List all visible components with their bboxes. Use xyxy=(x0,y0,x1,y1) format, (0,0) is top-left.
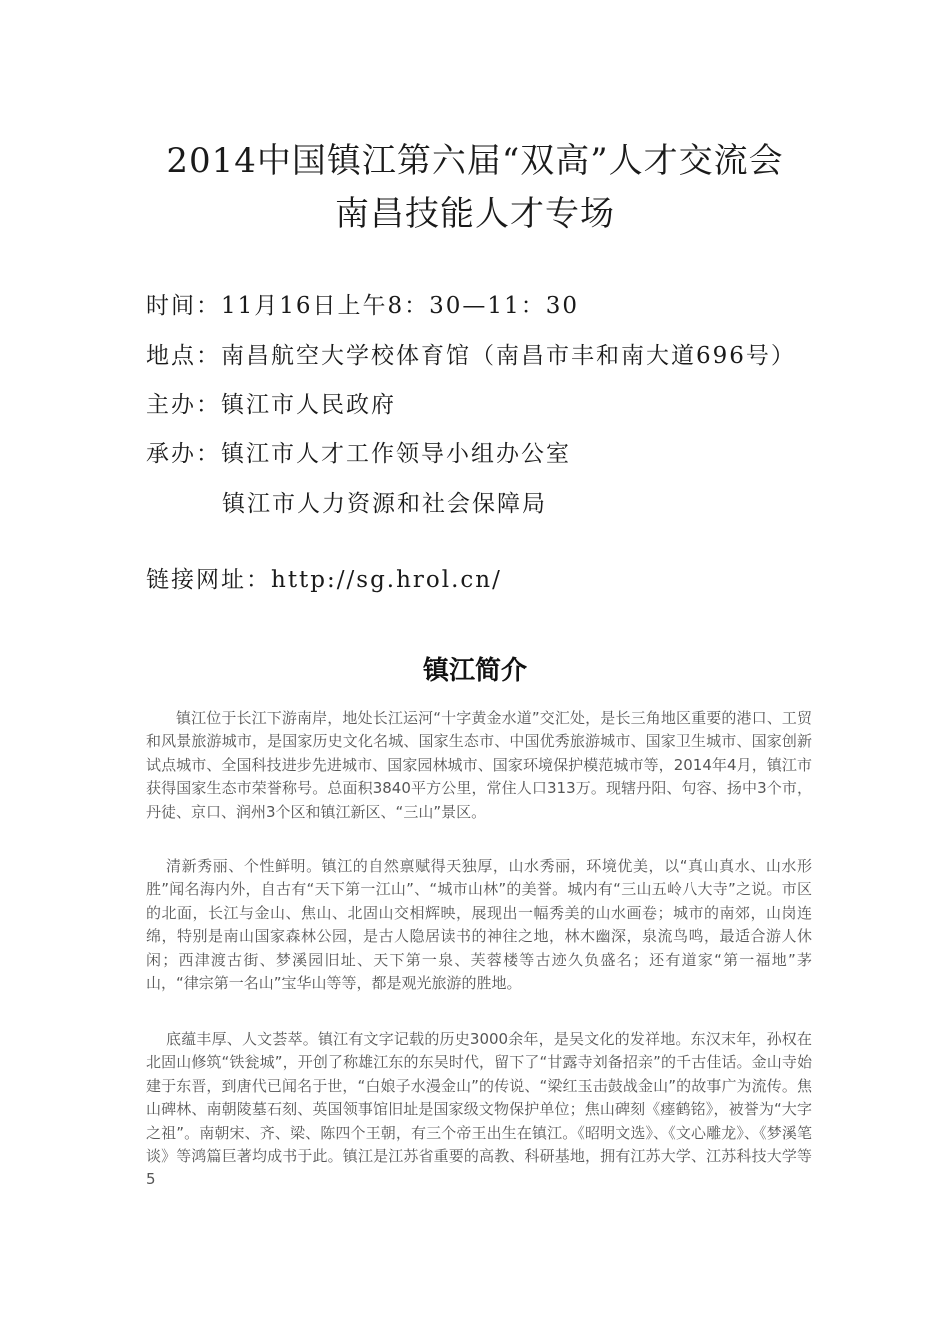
event-place xyxy=(146,337,796,370)
page-title: 2014中国镇江第六届“双高”人才交流会 xyxy=(166,141,784,181)
event-link xyxy=(146,561,502,594)
link-url[interactable]: http://sg.hrol.cn/ xyxy=(271,567,502,593)
organizer-label: 承办： xyxy=(146,441,221,467)
paragraph-text: 镇江位于长江下游南岸，地处长江运河“十字黄金水道”交汇处，是长三角地区重要的港口、工贸和风景旅游城市，是国家历史文化名城、国家生态市、中国优秀旅游城市、国家卫生城市、国家创新试点城市、全国科技进步先进城市、国家园林城市、国家环境保护模范城市等，2014年4月，镇江市获得国家生态市荣誉称号。总面积3840平方公里，常住人口313万。现辖丹阳、句容、扬中3个市，丹徒、京口、润州3个区和镇江新区、“三山”景区。 xyxy=(146,709,812,821)
place-label: 地点： xyxy=(146,343,221,369)
event-time xyxy=(146,287,579,320)
event-organizer-2 xyxy=(222,485,547,518)
event-host xyxy=(146,386,396,419)
intro-paragraph-1 xyxy=(146,707,812,824)
paragraph-text: 清新秀丽、个性鲜明。镇江的自然禀赋得天独厚，山水秀丽，环境优美，以“真山真水、山水形胜”闻名海内外，自古有“天下第一江山”、“城市山林”的美誉。城内有“三山五岭八大寺”之说。市区的北面，长江与金山、焦山、北固山交相辉映，展现出一幅秀美的山水画卷；城市的南郊，山岗连绵，特别是南山国家森林公园，是古人隐居读书的神往之地，林木幽深，泉流鸟鸣，最适合游人休闲；西津渡古街、梦溪园旧址、天下第一泉、芙蓉楼等古迹久负盛名；还有道家“第一福地”茅山，“律宗第一名山”宝华山等等，都是观光旅游的胜地。 xyxy=(146,857,812,993)
time-label: 时间： xyxy=(146,293,221,319)
organizer-value-1: 镇江市人才工作领导小组办公室 xyxy=(221,441,571,467)
paragraph-text: 底蕴丰厚、人文荟萃。镇江有文字记载的历史3000余年，是吴文化的发祥地。东汉末年，孙权在北固山修筑“铁瓮城”，开创了称雄江东的东吴时代，留下了“甘露寺刘备招亲”的千古佳话。金山寺始建于东晋，到唐代已闻名于世，“白娘子水漫金山”的传说、“梁红玉击鼓战金山”的故事广为流传。焦山碑林、南朝陵墓石刻、英国领事馆旧址是国家级文物保护单位；焦山碑刻《瘗鹤铭》，被誉为“大字之祖”。南朝宋、齐、梁、陈四个王朝，有三个帝王出生在镇江。《昭明文选》、《文心雕龙》、《梦溪笔谈》等鸿篇巨著均成书于此。镇江是江苏省重要的高教、科研基地，拥有江苏大学、江苏科技大学等5 xyxy=(146,1030,812,1189)
page-subtitle: 南昌技能人才专场 xyxy=(335,194,615,234)
intro-paragraph-2 xyxy=(146,855,812,995)
event-organizer xyxy=(146,435,571,468)
host-label: 主办： xyxy=(146,392,221,418)
intro-paragraph-3 xyxy=(146,1028,812,1192)
organizer-value-2: 镇江市人力资源和社会保障局 xyxy=(222,491,547,517)
host-value: 镇江市人民政府 xyxy=(221,392,396,418)
link-label: 链接网址： xyxy=(146,567,271,593)
place-value: 南昌航空大学校体育馆（南昌市丰和南大道696号） xyxy=(221,343,796,369)
time-value: 11月16日上午8：30—11：30 xyxy=(221,293,579,319)
intro-heading: 镇江简介 xyxy=(422,656,527,686)
